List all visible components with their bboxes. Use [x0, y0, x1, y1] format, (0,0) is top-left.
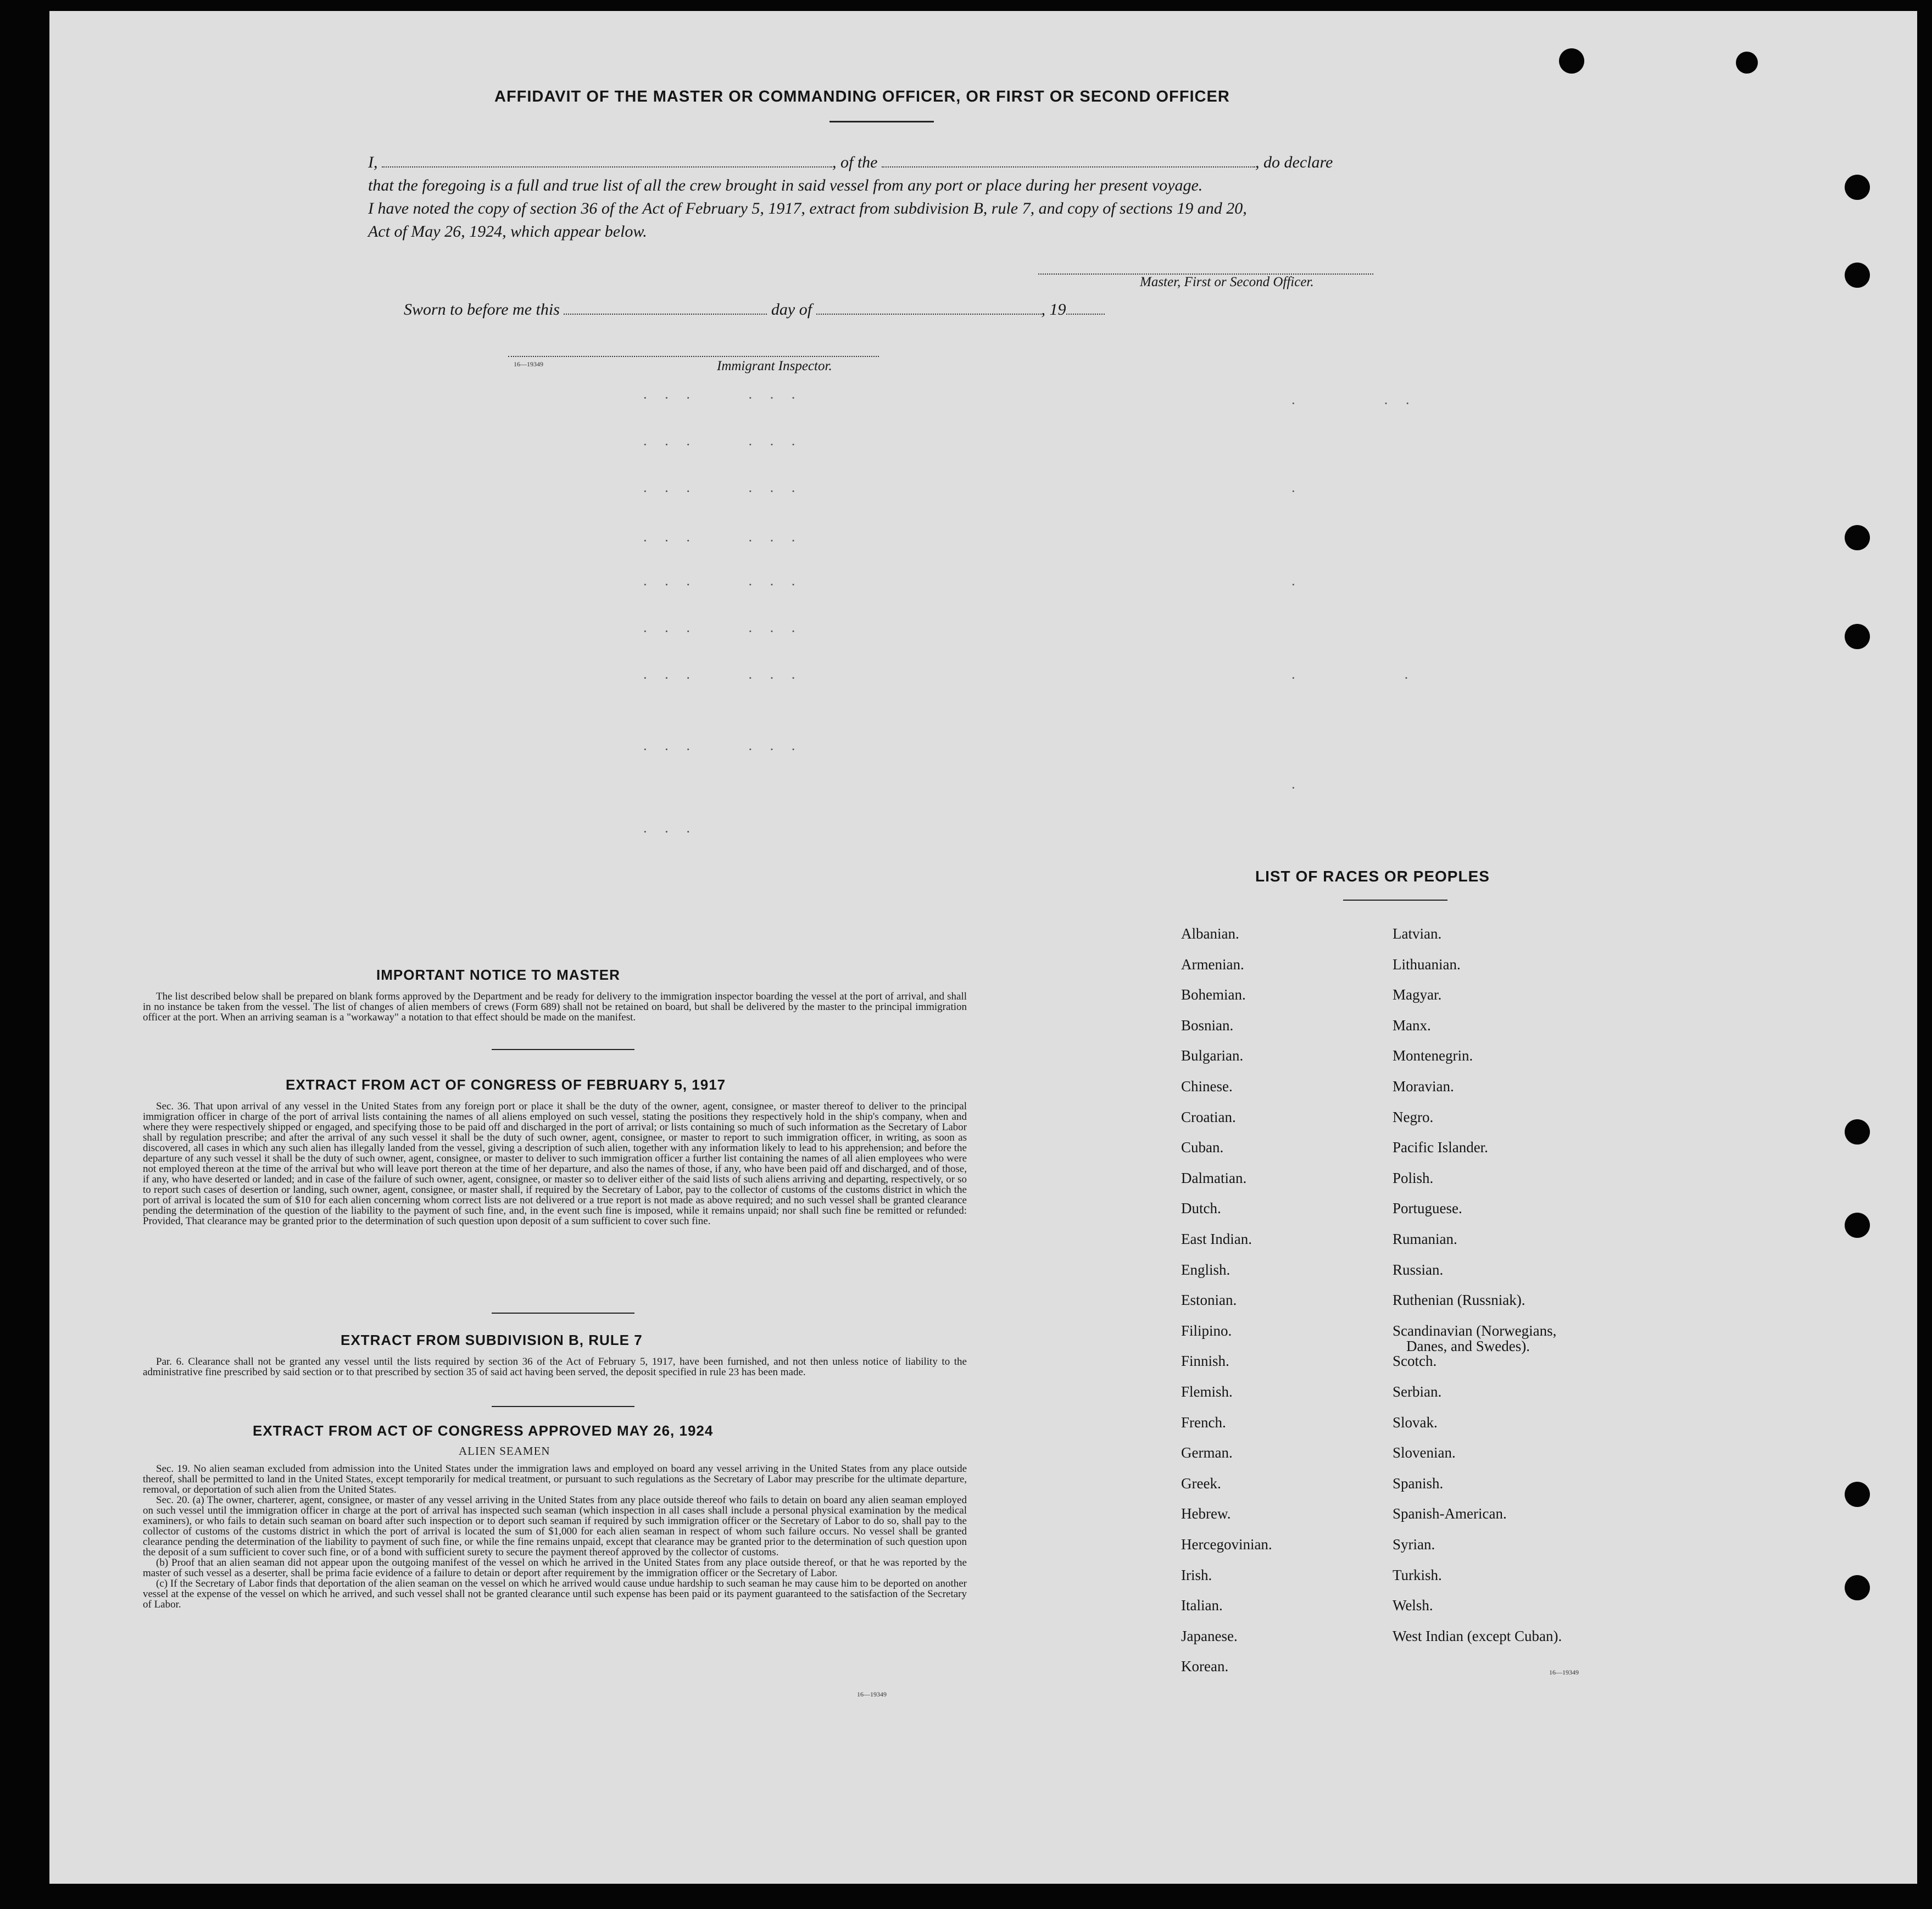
declaration-line-3: I have noted the copy of section 36 of the Act of February 5, 1917, extract from subdivision B, rule 7, and copy of sections 19 and 20,	[368, 199, 1247, 217]
race-list-item: Korean.	[1181, 1658, 1229, 1675]
race-list-item: Hercegovinian.	[1181, 1536, 1272, 1553]
race-list-item: Hebrew.	[1181, 1505, 1231, 1522]
race-list-item: Italian.	[1181, 1597, 1223, 1614]
faint-marks: · · · · · ·	[643, 437, 803, 453]
race-list-item: German.	[1181, 1444, 1233, 1461]
extract-1917-title: EXTRACT FROM ACT OF CONGRESS OF FEBRUARY 5, 1917	[286, 1076, 726, 1093]
faint-marks: · · · · · ·	[643, 483, 803, 499]
race-list-item: Slovenian.	[1393, 1444, 1456, 1461]
affidavit-title: AFFIDAVIT OF THE MASTER OR COMMANDING OFFICER, OR FIRST OR SECOND OFFICER	[494, 88, 1230, 105]
race-list-item: Syrian.	[1393, 1536, 1435, 1553]
race-list-item: Irish.	[1181, 1566, 1212, 1583]
extract-rule7-title: EXTRACT FROM SUBDIVISION B, RULE 7	[341, 1332, 643, 1348]
race-list-item: Russian.	[1393, 1261, 1444, 1278]
faint-marks: · · · · · ·	[643, 623, 803, 639]
section-divider	[492, 1049, 634, 1050]
faint-marks: · · · · · ·	[643, 741, 803, 757]
race-list-item: Bosnian.	[1181, 1017, 1234, 1034]
faint-marks: ·	[1291, 780, 1302, 796]
race-list-item: Spanish.	[1393, 1475, 1444, 1492]
faint-marks: · · · · · ·	[643, 390, 803, 406]
inspector-label: Immigrant Inspector.	[717, 359, 832, 373]
race-list-item: East Indian.	[1181, 1231, 1252, 1247]
punch-hole	[1845, 175, 1870, 200]
race-list-item: Moravian.	[1393, 1078, 1454, 1095]
punch-hole	[1559, 48, 1584, 74]
year-prefix: , 19	[1041, 300, 1066, 319]
race-list-item: Finnish.	[1181, 1353, 1229, 1370]
race-list-item: Estonian.	[1181, 1292, 1237, 1309]
races-divider	[1343, 900, 1447, 901]
race-list-item: Bohemian.	[1181, 986, 1246, 1003]
race-list-item: Montenegrin.	[1393, 1047, 1473, 1064]
race-list-item: Japanese.	[1181, 1627, 1238, 1644]
race-list-item: Serbian.	[1393, 1383, 1442, 1400]
race-list-item: Negro.	[1393, 1108, 1434, 1125]
race-list-item: Manx.	[1393, 1017, 1431, 1034]
extract-1924-title: EXTRACT FROM ACT OF CONGRESS APPROVED MAY 26, 1924	[253, 1422, 714, 1439]
race-list-item: Danes, and Swedes).	[1406, 1337, 1530, 1354]
punch-hole	[1845, 1119, 1870, 1145]
notice-text: The list described below shall be prepared on blank forms approved by the Department and be ready for delivery to the immigration inspector boarding the vessel at the port of arrival, and shall in no instance be taken from the vessel. The list of changes of alien members of crews (Form 689) shall not be retained on board, but shall be delivered by the master to the principal immigration officer at the port. When an arriving seaman is a "workaway" a notation to that effect should be made on the manifest.	[143, 991, 967, 1023]
vessel-blank[interactable]	[882, 154, 1255, 168]
faint-marks: · · ·	[643, 824, 697, 840]
race-list-item: West Indian (except Cuban).	[1393, 1627, 1562, 1644]
section-divider	[492, 1406, 634, 1407]
punch-hole	[1845, 525, 1870, 550]
name-blank[interactable]	[382, 154, 832, 168]
faint-marks: · · · · · ·	[643, 577, 803, 593]
extract-1917-text: Sec. 36. That upon arrival of any vessel in the United States from any foreign port or place it shall be the duty of the owner, agent, consignee, or master thereof to deliver to the principal immigration officer in charge of the port of arrival lists containing the names of all aliens employed on such vessel, stating the positions they respectively hold in the ship's company, when and where they were respectively shipped or engaged, and specifying those to be paid off and discharged in the port of arrival; or lists containing so much of such information as the Secretary of Labor shall by regulation prescribe; and after the arrival of any such vessel it shall be the duty of such owner, agent, consignee, or master to report to such immigration officer, in writing, as soon as discovered, all cases in which any such alien has illegally landed from the vessel, giving a description of such alien, together with any information likely to lead to his apprehension; and before the departure of any such vessel it shall be the duty of such owner, agent, consignee, or master to deliver to such immigration officer a further list containing the names of all alien employees who were not employed thereon at the time of the arrival but who will leave port thereon at the time of her departure, and also the names of those, if any, who have been paid off and discharged, and of those, if any, who have deserted or landed; and in case of the failure of such owner, agent, consignee, or master so to deliver either of the said lists of such aliens arriving and departing, respectively, or so to report such cases of desertion or landing, such owner, agent, consignee, or master shall, if required by the Secretary of Labor, pay to the collector of customs of the customs district in which the port of arrival is located the sum of $10 for each alien concerning whom correct lists are not delivered or a true report is not made as above required; and no such vessel shall be granted clearance pending the determination of the question of the liability to the payment of such fine, and, in the event such fine is imposed, while it remains unpaid; nor shall such fine be remitted or refunded: Provided, That clearance may be granted prior to the determination of such question upon deposit of a sum sufficient to cover such fine.	[143, 1101, 967, 1227]
race-list-item: English.	[1181, 1261, 1231, 1278]
declaration-line-4: Act of May 26, 1924, which appear below.	[368, 222, 647, 241]
sec20c-text: (c) If the Secretary of Labor finds that deportation of the alien seaman on the vessel on which he arrived would cause undue hardship to such seaman he may cause him to be deported on another vessel at the expense of the vessel on which he arrived, and such vessel shall not be granted clearance until such expense has been paid or its payment guaranteed to the satisfaction of the Secretary of Labor.	[143, 1578, 967, 1610]
race-list-item: Scotch.	[1393, 1353, 1437, 1370]
race-list-item: Ruthenian (Russniak).	[1393, 1292, 1525, 1309]
race-list-item: Albanian.	[1181, 925, 1239, 942]
race-list-item: Polish.	[1393, 1169, 1434, 1186]
punch-hole	[1845, 1482, 1870, 1507]
sworn-label: Sworn to before me this	[404, 300, 560, 319]
faint-marks: · · ·	[1291, 395, 1417, 411]
race-list-item: Portuguese.	[1393, 1200, 1462, 1217]
day-of-label: day of	[771, 300, 812, 319]
race-list-item: Rumanian.	[1393, 1231, 1457, 1247]
inspector-signature-line[interactable]	[508, 356, 879, 357]
form-number-bottom-right: 16—19349	[1549, 1668, 1579, 1676]
sec20a-text: Sec. 20. (a) The owner, charterer, agent, consignee, or master of any vessel arriving in the United States from any place outside thereof who fails to detain on board any alien seaman employed on such vessel until the immigration officer in charge at the port of arrival has inspected such seaman (which inspection in all cases shall include a personal physical examination by the medical examiners), or who fails to detain such seaman on board after such inspection or to deport such seaman if required by such immigration officer or the Secretary of Labor to do so, shall pay to the collector of customs of the customs district in which the port of arrival is located the sum of $1,000 for each alien seaman in respect of whom such failure occurs. No vessel shall be granted clearance pending the determination of the liability to payment of such fine, or while the fine remains unpaid, except that clearance may be granted prior to the determination of such question upon the deposit of a sum sufficient to cover such fine, or of a bond with sufficient surety to secure the payment thereof approved by the collector of customs.	[143, 1494, 967, 1558]
sec19-text: Sec. 19. No alien seaman excluded from admission into the United States under the immigration laws and employed on board any vessel arriving in the United States from any place outside thereof, shall be permitted to land in the United States, except temporarily for medical treatment, or pursuant to such regulations as the Secretary of Labor may prescribe for the ultimate departure, removal, or deportation of such alien from the United States.	[143, 1463, 967, 1495]
race-list-item: Armenian.	[1181, 956, 1244, 973]
race-list-item: Flemish.	[1181, 1383, 1233, 1400]
sworn-year-blank[interactable]	[1066, 302, 1105, 315]
punch-hole	[1736, 52, 1758, 74]
race-list-item: Dutch.	[1181, 1200, 1221, 1217]
do-declare-label: , do declare	[1255, 153, 1333, 171]
races-title: LIST OF RACES OR PEOPLES	[1255, 868, 1490, 885]
race-list-item: Slovak.	[1393, 1414, 1438, 1431]
sworn-month-blank[interactable]	[816, 302, 1042, 315]
race-list-item: French.	[1181, 1414, 1226, 1431]
race-list-item: Bulgarian.	[1181, 1047, 1244, 1064]
sec20b-text: (b) Proof that an alien seaman did not appear upon the outgoing manifest of the vessel on which he arrived in the United States from any place outside thereof, or that he was reported by the master of such vessel as a deserter, shall be prima facie evidence of a failure to detain or deport after requirement by the immigration officer or the Secretary of Labor.	[143, 1557, 967, 1579]
form-number-bottom-left: 16—19349	[857, 1690, 887, 1698]
punch-hole	[1845, 624, 1870, 649]
master-signature-label: Master, First or Second Officer.	[1140, 275, 1314, 289]
faint-marks: ·	[1291, 577, 1302, 593]
faint-marks: · ·	[1291, 670, 1416, 686]
sworn-line	[404, 298, 1105, 321]
race-list-item: Filipino.	[1181, 1322, 1232, 1339]
form-number-top: 16—19349	[514, 360, 543, 368]
declaration-line-2: that the foregoing is a full and true list of all the crew brought in said vessel from any port or place during her present voyage.	[368, 176, 1203, 194]
extract-rule7-text: Par. 6. Clearance shall not be granted any vessel until the lists required by section 36 of the Act of February 5, 1917, have been furnished, and not then unless notice of liability to the administrative fine prescribed by said section or to that prescribed by section 35 of said act having been served, the deposit specified in rule 23 has been made.	[143, 1356, 967, 1378]
race-list-item: Pacific Islander.	[1393, 1139, 1488, 1156]
affidavit-i-label: I,	[368, 153, 378, 171]
sworn-day-blank[interactable]	[564, 302, 767, 315]
race-list-item: Greek.	[1181, 1475, 1221, 1492]
race-list-item: Welsh.	[1393, 1597, 1433, 1614]
race-list-item: Croatian.	[1181, 1108, 1236, 1125]
extract-1924-text	[143, 1464, 967, 1610]
punch-hole	[1845, 263, 1870, 288]
alien-seamen-subtitle: ALIEN SEAMEN	[459, 1444, 550, 1458]
faint-marks: · · · · · ·	[643, 670, 803, 686]
race-list-item: Latvian.	[1393, 925, 1442, 942]
title-divider	[829, 121, 934, 122]
race-list-item: Turkish.	[1393, 1566, 1442, 1583]
race-list-item: Lithuanian.	[1393, 956, 1461, 973]
race-list-item: Dalmatian.	[1181, 1169, 1247, 1186]
faint-marks: ·	[1291, 483, 1302, 499]
notice-title: IMPORTANT NOTICE TO MASTER	[376, 967, 620, 983]
race-list-item: Chinese.	[1181, 1078, 1233, 1095]
race-list-item: Scandinavian (Norwegians,	[1393, 1322, 1557, 1339]
punch-hole	[1845, 1213, 1870, 1238]
of-the-label: , of the	[832, 153, 878, 171]
faint-marks: · · · · · ·	[643, 533, 803, 549]
document-page	[49, 11, 1917, 1884]
section-divider	[492, 1313, 634, 1314]
affidavit-declaration	[368, 151, 1445, 243]
punch-hole	[1845, 1575, 1870, 1600]
race-list-item: Magyar.	[1393, 986, 1442, 1003]
race-list-item: Cuban.	[1181, 1139, 1224, 1156]
race-list-item: Spanish-American.	[1393, 1505, 1507, 1522]
